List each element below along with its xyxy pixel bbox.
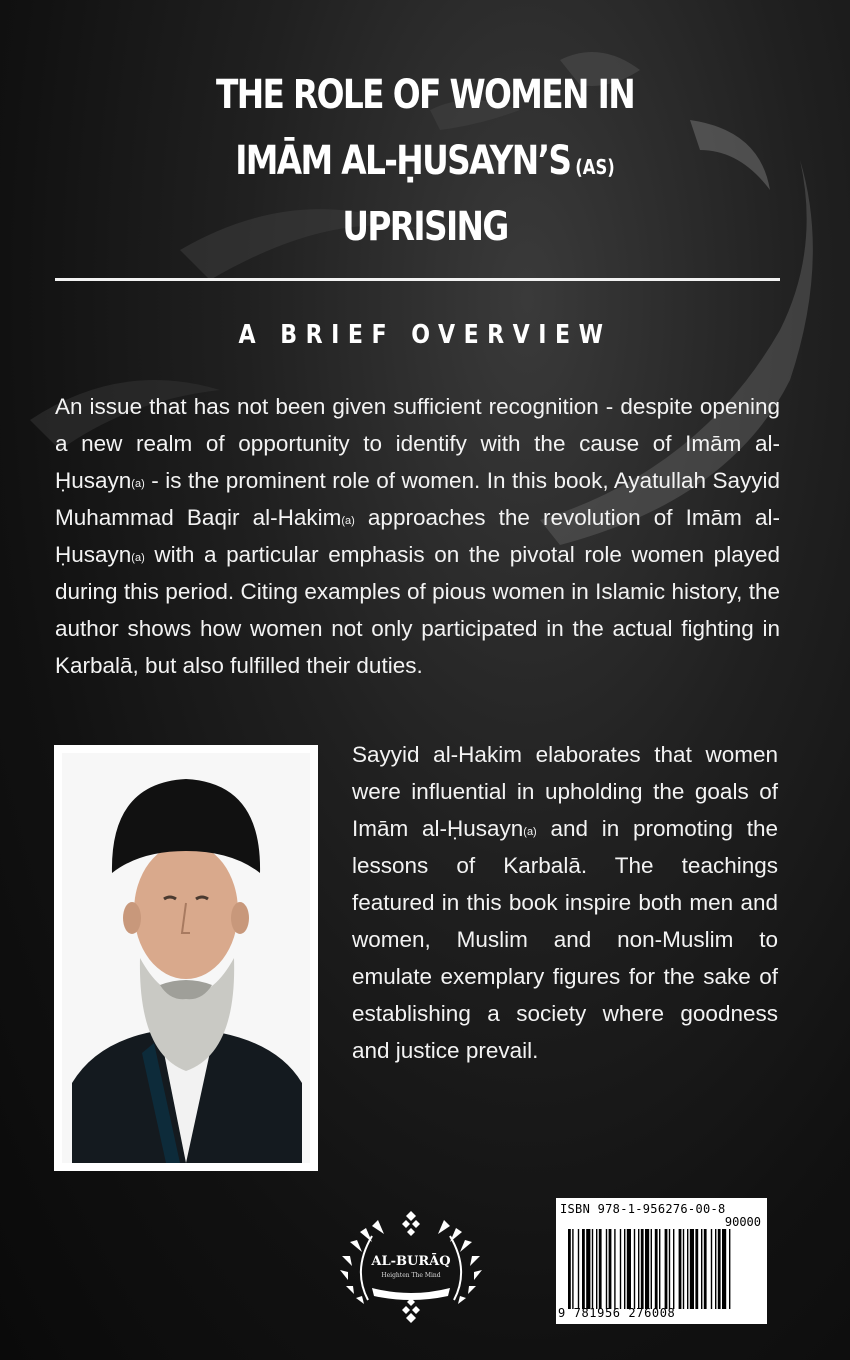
barcode-bar <box>655 1229 658 1309</box>
honorific-mark: (a) <box>131 478 145 490</box>
barcode-bar <box>690 1229 694 1309</box>
barcode-bar <box>578 1229 579 1309</box>
title-line-3: UPRISING <box>342 204 508 250</box>
barcode-bar <box>729 1229 730 1309</box>
barcode-bar <box>596 1229 597 1309</box>
barcode-bar <box>582 1229 585 1309</box>
barcode-bar <box>695 1229 698 1309</box>
barcode-bar <box>718 1229 721 1309</box>
para2-part-2: and in promoting the lessons of Karbalā. The teachings featured in this book inspire both men and women, Muslim and non-Muslim to emulate exemplary figures for the sake of establishing a society where goodness and justice prevail. <box>352 816 779 1063</box>
barcode-bar <box>609 1229 612 1309</box>
barcode-bar <box>704 1229 707 1309</box>
barcode-bar <box>651 1229 652 1309</box>
para1-part-1: An issue that has not been given sufficient recognition - despite opening a new realm of opportunity to identify with the cause of Imām al-Ḥusayn <box>55 394 780 493</box>
description-paragraph-2 <box>352 736 778 1069</box>
barcode-bar <box>701 1229 702 1309</box>
description-paragraph-1 <box>55 388 780 684</box>
author-photo <box>62 753 310 1163</box>
honorific-mark: (a) <box>523 826 537 838</box>
barcode-bar <box>620 1229 621 1309</box>
barcode-bar <box>568 1229 571 1309</box>
barcode-bar <box>715 1229 716 1309</box>
barcode-bars <box>568 1229 760 1309</box>
barcode-bar <box>679 1229 682 1309</box>
book-subtitle: A BRIEF OVERVIEW <box>238 320 612 350</box>
title-line-1: THE ROLE OF WOMEN IN <box>215 72 635 118</box>
barcode-bar <box>687 1229 688 1309</box>
barcode-bar <box>624 1229 625 1309</box>
para1-part-4: with a particular emphasis on the pivotal role women played during this period. Citing examples of pious women in Islamic history, the author shows how women not only participated in the actual fighting in Karbalā, but also fulfilled their duties. <box>55 542 780 678</box>
title-line-2-text: IMĀM AL-ḤUSAYN’S <box>235 138 571 184</box>
price-code: 90000 <box>724 1215 761 1229</box>
isbn-barcode <box>556 1198 767 1324</box>
barcode-bar <box>586 1229 590 1309</box>
title-honorific: (AS) <box>575 155 615 179</box>
ean-number: 9 781956 276008 <box>558 1306 676 1320</box>
title-divider <box>55 278 780 281</box>
barcode-bar <box>711 1229 712 1309</box>
barcode-bar <box>638 1229 639 1309</box>
honorific-mark: (a) <box>131 552 145 564</box>
barcode-bar <box>673 1229 674 1309</box>
publisher-tagline: Heighten The Mind <box>381 1272 441 1279</box>
barcode-bar <box>683 1229 684 1309</box>
barcode-bar <box>722 1229 726 1309</box>
book-title <box>77 62 774 260</box>
title-line-2 <box>77 128 774 194</box>
barcode-bar <box>614 1229 615 1309</box>
para1-part-2: - is the prominent role of women. In this book, Ayatullah Sayyid Muhammad Baqir al-Hakim <box>55 468 780 530</box>
barcode-bar <box>592 1229 593 1309</box>
barcode-bar <box>606 1229 607 1309</box>
barcode-bar <box>659 1229 660 1309</box>
barcode-bar <box>645 1229 649 1309</box>
barcode-bar <box>634 1229 635 1309</box>
honorific-mark: (a) <box>341 515 355 527</box>
barcode-bar <box>599 1229 602 1309</box>
para1-part-3: approaches the revolution of Imām al-Ḥusayn <box>55 505 780 567</box>
barcode-bar <box>665 1229 668 1309</box>
isbn-number: ISBN 978-1-956276-00-8 <box>560 1202 726 1216</box>
barcode-bar <box>669 1229 670 1309</box>
publisher-logo <box>332 1210 490 1324</box>
barcode-bar <box>572 1229 573 1309</box>
barcode-bar <box>627 1229 631 1309</box>
para2-part-1: Sayyid al-Hakim elaborates that women were influential in upholding the goals of Imām al-Ḥusayn <box>352 742 778 841</box>
publisher-name: AL-BURĀQ <box>371 1254 451 1269</box>
author-photo-frame <box>54 745 318 1171</box>
barcode-bar <box>641 1229 644 1309</box>
